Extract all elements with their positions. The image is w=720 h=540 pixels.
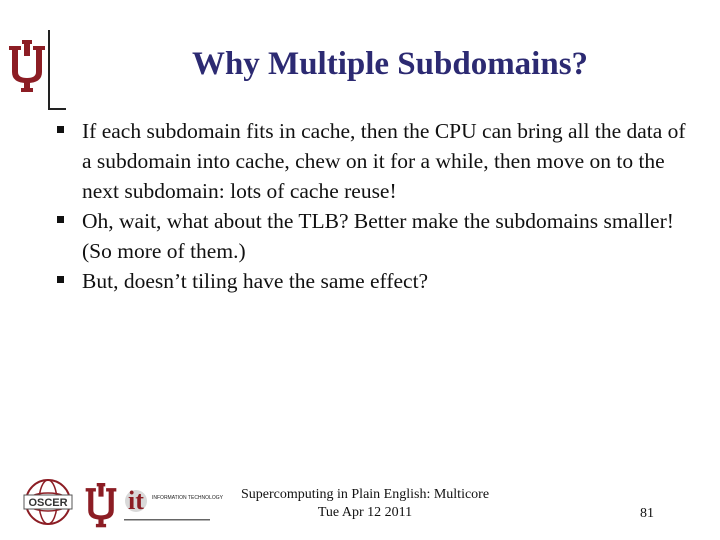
slide-title: Why Multiple Subdomains? bbox=[191, 46, 589, 82]
footer-date: Tue Apr 12 2011 bbox=[317, 505, 413, 520]
oscer-logo-text: OSCER bbox=[28, 497, 68, 509]
page-number: 81 bbox=[640, 506, 654, 521]
vertical-rule bbox=[48, 30, 50, 110]
bullet-list bbox=[52, 116, 692, 296]
square-bullet-icon bbox=[57, 126, 64, 133]
it-logo-text: it bbox=[128, 486, 144, 515]
bullet-text: But, doesn’t tiling have the same effect? bbox=[82, 269, 429, 293]
it-logo-icon bbox=[122, 483, 223, 525]
square-bullet-icon bbox=[57, 216, 64, 223]
footer-text bbox=[200, 486, 530, 522]
bullet-text: Oh, wait, what about the TLB? Better make the subdomains smaller! (So more of them.) bbox=[82, 209, 674, 263]
square-bullet-icon bbox=[57, 276, 64, 283]
bullet-item bbox=[52, 266, 692, 296]
bullet-text: If each subdomain fits in cache, then the CPU can bring all the data of a subdomain into cache, chew on it for a while, then move on to the next subdomain: lots of cache reuse! bbox=[82, 119, 686, 203]
horizontal-rule bbox=[48, 108, 66, 110]
it-logo-subtext: INFORMATION TECHNOLOGY bbox=[152, 495, 223, 501]
oscer-logo-icon bbox=[18, 478, 78, 526]
ou-footer-logo-icon bbox=[84, 483, 118, 529]
footer-course-title: Supercomputing in Plain English: Multicore bbox=[240, 487, 490, 502]
bullet-item bbox=[52, 206, 692, 266]
bullet-item bbox=[52, 116, 692, 206]
ou-logo-icon bbox=[8, 40, 46, 94]
